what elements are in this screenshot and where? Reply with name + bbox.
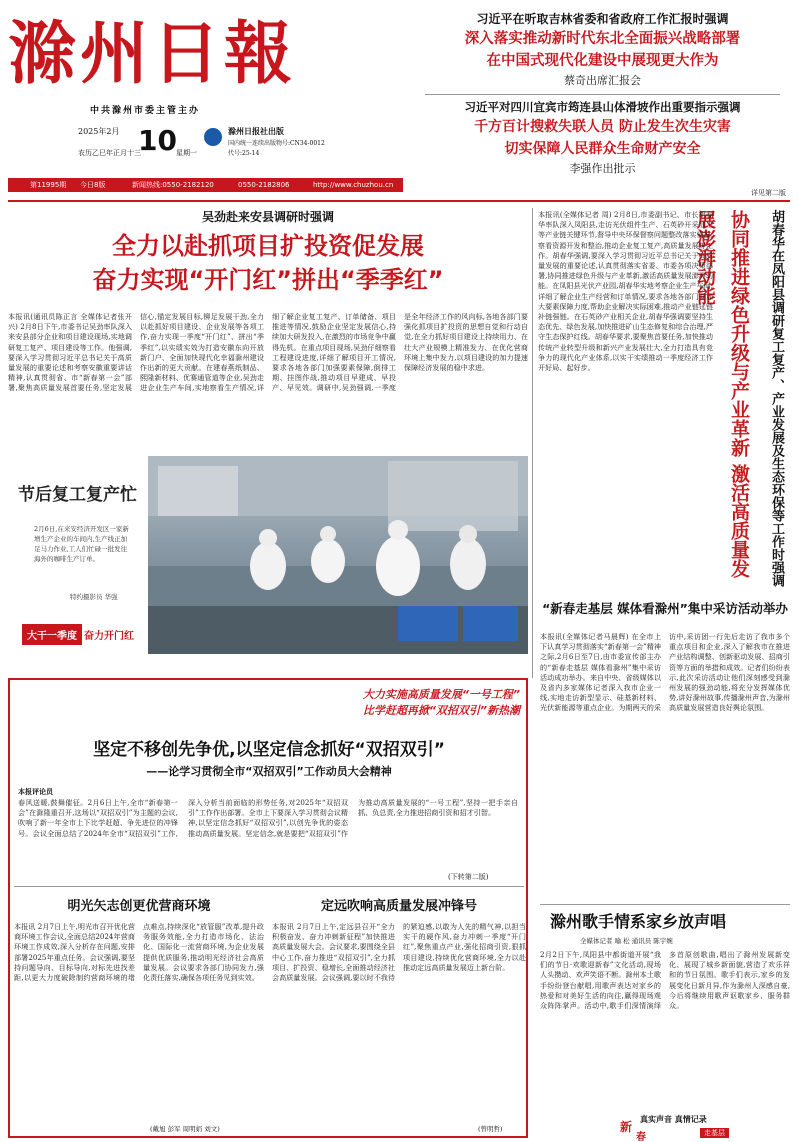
right-column-body: 本报讯(全媒体记者 周) 2月8日,市委副书记、市长胡春华率队深入凤阳县,走访光伏组件生产、石英砂开采加工等产业链关键环节,督导中央环保督察问题整改落实情况,察看资源开发和整治,推动企业复工复产,高质量发展等工作。胡春华强调,要深入学习贯彻习近平总书记关于高质量发展的重要论述,认真贯彻落实省委、市委各项决策部署,协同推进绿色升级与产业革新,激活高质量发展澎湃动能。在凤阳县光伏产业园,胡春华实地考察企业生产车间,详细了解企业生产经营和订单情况,要求各地各部门要加大要素保障力度,帮助企业解决实际困难,推动产业链延链补链强链。在石英砂产业相关企业,胡春华强调要坚持生态优先、绿色发展,加快推进矿山生态修复和综合治理,严守生态保护红线。胡春华要求,要聚焦首要任务,加快推动传统产业转型升级和新兴产业发展壮大,全力打造具有竞争力的现代化产业体系,以实干实绩推动一季度经济工作开好局、起好步。 xyxy=(538,210,713,373)
top-rule xyxy=(8,200,790,202)
day-number: 10 xyxy=(138,124,177,157)
masthead-title: 滁州日報 xyxy=(8,14,297,94)
song-divider xyxy=(540,904,790,905)
info-bar xyxy=(8,178,403,192)
special-divider xyxy=(14,886,524,887)
badge-1: 大干一季度 xyxy=(22,624,82,645)
song-byline: 全媒体记者 喻 松 通讯员 陈宇婉 xyxy=(580,937,673,945)
lead-body: 本报讯(通讯员陈正言 全媒体记者张开兴) 2月8日下午,市委书记吴劲率队深入来安县部分企业和项目建设现场,实地调研复工复产、项目建设等工作。他强调,要深入学习贯彻习近平总书记关于高质量发展的重要论述和考察安徽重要讲话精神,认真贯彻省、市“新春第一会”部署,聚焦高质量发展首要任务,坚定发展信心,锚定发展目标,铆足发展干劲,全力以赴抓好项目建设、企业发展等各项工作,奋力实现一季度“开门红”、拼出“季季红”,以实绩实效为打造安徽东向开放新门户、全面加快现代化幸福滁州建设作出新的更大贡献。在建春燕纸制品、熙隆新材料、优赛通管道等企业,吴劲走进企业生产车间,实地察看生产情况,详细了解企业复工复产、订单储备、项目推进等情况,鼓励企业坚定发展信心,持续加大研发投入,在激烈的市场竞争中赢得先机。在重点项目现场,吴劲仔细察看工程建设进度,详细了解项目开工情况,要求各地各部门加强要素保障,倒排工期、挂图作战,推动项目早建成、早投产、早见效。调研中,吴劲强调,一季度是全年经济工作的风向标,各地各部门要强化抓项目扩投资的思想自觉和行动自觉,在全力抓好项目建设上持续用力、在壮大产业规模上精准发力、在优化营商环境上集中发力,以项目建设的加力提速保障经济发展的稳中求进。 xyxy=(8,312,528,393)
song-tagline: 真实声音 真情记录 xyxy=(640,1114,707,1124)
year-month: 2025年2月 xyxy=(78,127,120,136)
masthead-subtitle: 中共滁州市委主管主办 xyxy=(90,106,201,116)
sub-mid-title: 定远吹响高质量发展冲锋号 xyxy=(320,899,477,914)
campaign-body: 本报讯(全媒体记者马晨辉) 在全市上下认真学习贯彻落实“新春第一会”精神之际,2月6日至7日,由市委宣传部主办的“新春走基层 媒体看滁州”集中采访活动成功举办。来自中央、省级媒体以及省内多家媒体记者深入我市企业一线,实地走访新型显示、硅基新材料、光伏新能源等重点企业。为期两天的采访中,采访团一行先后走访了我市多个重点项目和企业,深入了解我市在推进产业结构调整、创新驱动发展、招商引资等方面的举措和成效。记者们纷纷表示,此次采访活动让他们深刻感受到滁州发展的强劲动能,将充分发挥媒体优势,讲好滁州故事,传播滁州声音,为滁州高质量发展营造良好舆论氛围。 xyxy=(540,632,790,713)
special-frame-bottom xyxy=(8,1136,528,1138)
photo-credit: 特约摄影员 华强 xyxy=(70,593,118,601)
sub-mid-credit: (曾明哲) xyxy=(478,1125,503,1133)
page-count: 今日8版 xyxy=(80,181,106,189)
special-body: 春风送暖,鼓舞催征。2月6日上午,全市“新春第一会”在滁隆重召开,这场以“双招双引”为主题的会议,吹响了新一年全市上下比学赶超、争先进位的冲锋号。会议全面总结了2024年全市“双招双引”工作,深入分析当前面临的形势任务,对2025年“双招双引”工作作出部署。全市上下要深入学习贯彻会议精神,以坚定信念抓好“双招双引”,以创先争优的姿态推动高质量发展。坚定信念,就是要把“双招双引”作为推动高质量发展的“一号工程”,坚持一把手亲自抓、负总责,全力推进招商引资和招才引智。 xyxy=(18,798,518,838)
special-continued[interactable]: (下转第二版) xyxy=(448,873,489,881)
publisher-logo-icon xyxy=(204,128,222,146)
lead-kicker: 吴劲赴来安县调研时强调 xyxy=(201,210,334,224)
sub-mid-body: 本报讯 2月7日上午,定远县召开“全力积极奋发、奋力冲刺新征程”加快推进高质量发展大会。会议要求,要围绕全县中心工作,奋力推进“双招双引”,全力抓项目、扩投资、稳增长,全面推动经济社会高质量发展。会议强调,要以时不我待的紧迫感,以敢为人先的精气神,以担当实干的硬作风,奋力冲刺一季度“开门红”,聚焦重点产业,强化招商引资,狠抓项目建设,持续优化营商环境,全力以赴推动定远高质量发展迈上新台阶。 xyxy=(272,922,526,983)
sub-left-title: 明光矢志创更优营商环境 xyxy=(67,899,211,914)
special-frame-top xyxy=(8,678,528,680)
lunar-date: 农历乙巳年正月十三 xyxy=(78,149,141,157)
head2-title-line3: 切实保障人民群众生命财产安全 xyxy=(504,141,701,157)
song-body: 2月2日下午,凤阳县中都街道开展“我们的节日·欢歌迎新春”文化活动,现场人头攒动、欢声笑语不断。滁州本土歌手纷纷登台献唱,用歌声表达对家乡的热爱和对美好生活的向往,赢得现场观众阵阵掌声。活动中,歌手们深情演绎多首原创歌曲,唱出了滁州发展新变化、展现了城乡新面貌,营造了欢乐祥和的节日氛围。歌手们表示,家乡的发展变化日新月异,作为滁州人深感自豪,今后将继续用歌声讴歌家乡、服务群众。 xyxy=(540,950,790,1011)
photo-caption: 2月6日,在来安经济开发区一家新增生产企业的车间内,生产线正加足马力作业,工人们忙碌一批发往海外的咖啡生产订单。 xyxy=(34,525,129,563)
song-tagline-2: 走基层 xyxy=(700,1128,729,1138)
special-ribbon-2: 比学赶超再掀“双招双引”新热潮 xyxy=(362,704,520,717)
head2-kicker: 习近平对四川宜宾市筠连县山体滑坡作出重要指示强调 xyxy=(464,100,741,114)
head1-title-line3: 在中国式现代化建设中展现更大作为 xyxy=(486,53,719,69)
code-number: 代号:25-14 xyxy=(228,150,260,157)
song-badge-top: 新 xyxy=(620,1120,633,1134)
lead-title-1: 全力以赴抓项目扩投资促发展 xyxy=(112,232,424,260)
issue-number: 第11995期 xyxy=(30,181,67,189)
song-title: 滁州歌手情系家乡放声唱 xyxy=(550,912,727,931)
right-vertical-title-2: 协同推进绿色升级与产业革新 激活高质量发展澎湃动能 xyxy=(694,210,750,578)
special-author: 本报评论员 xyxy=(18,787,53,796)
campaign-title: “新春走基层 媒体看滁州”集中采访活动举办 xyxy=(542,601,788,616)
factory-photo-scene xyxy=(148,456,528,654)
subscribe-phone: 0550-2182806 xyxy=(238,181,290,189)
special-title: 坚定不移创先争优,以坚定信念抓好“双招双引” xyxy=(93,740,445,760)
special-ribbon-1: 大力实施高质量发展“一号工程” xyxy=(362,688,520,701)
weekday: 星期一 xyxy=(176,149,197,157)
photo-title: 节后复工复产忙 xyxy=(18,485,137,505)
sub-left-body: 本报讯 2月7日上午,明光市召开优化营商环境工作会议,全面总结2024年营商环境工作成效,深入分析存在问题,安排部署2025年重点任务。会议强调,要坚持问题导向、目标导向,对标先进找差距,以更大力度破除制约营商环境的堵点难点,持续深化“放管服”改革,提升政务服务效能,全力打造市场化、法治化、国际化一流营商环境,为企业发展提供优质服务,推动明光经济社会高质量发展。会议要求各部门协同发力,强化责任落实,确保各项任务见到实效。 xyxy=(14,922,264,983)
song-badge-bottom: 春 xyxy=(636,1132,646,1142)
sub-left-credit: (戴旭 彭军 周明娟 刘文) xyxy=(150,1125,220,1133)
see-page-link[interactable]: 详见第二版 xyxy=(751,189,786,197)
right-vertical-title-1: 胡春华在凤阳县调研复工复产、产业发展及生态环保等工作时强调 xyxy=(769,210,784,587)
badge-2: 奋力开门红 xyxy=(84,631,134,642)
divider xyxy=(425,94,780,95)
publisher: 滁州日报社出版 xyxy=(228,126,284,136)
lead-title-2: 奋力实现“开门红”拼出“季季红” xyxy=(92,266,444,294)
cn-number: 国内统一连续出版物号:CN34-0012 xyxy=(228,140,325,147)
head1-byline: 蔡奇出席汇报会 xyxy=(564,74,641,87)
special-frame-right xyxy=(526,678,528,1138)
date-box xyxy=(78,124,398,166)
special-subtitle: ——论学习贯彻全市“双招双引”工作动员大会精神 xyxy=(146,765,392,778)
head2-byline: 李强作出批示 xyxy=(569,162,636,175)
head1-title-line2: 深入落实推动新时代东北全面振兴战略部署 xyxy=(464,31,741,47)
head2-title-line2: 千方百计搜救失联人员 防止发生次生灾害 xyxy=(474,119,731,135)
website-link[interactable]: http://www.chuzhou.cn xyxy=(313,181,394,189)
top-right-headlines xyxy=(415,10,790,195)
hotline: 新闻热线:0550-2182120 xyxy=(132,181,214,189)
head1-kicker: 习近平在听取吉林省委和省政府工作汇报时强调 xyxy=(476,12,729,26)
column-divider xyxy=(532,208,533,678)
special-frame-left xyxy=(8,678,10,1138)
factory-photo xyxy=(148,456,528,654)
